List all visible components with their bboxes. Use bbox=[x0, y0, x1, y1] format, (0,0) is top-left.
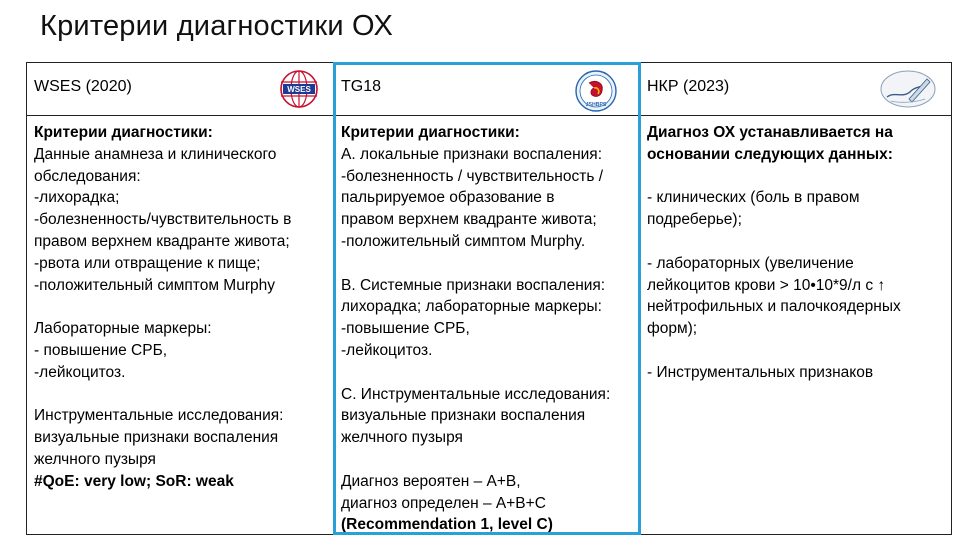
wses-globe-logo-icon bbox=[279, 69, 319, 109]
text-line: Данные анамнеза и клинического bbox=[34, 145, 277, 163]
text-line: правом верхнем квадранте живота; bbox=[341, 211, 597, 229]
column-body-tg18 bbox=[334, 116, 640, 536]
text-line: Лабораторные маркеры: bbox=[34, 320, 212, 338]
text-line: желчного пузыря bbox=[34, 450, 156, 468]
text-line: визуальные признаки воспаления bbox=[34, 429, 279, 447]
blank-line bbox=[341, 362, 633, 384]
text-line: обследования: bbox=[34, 167, 141, 185]
text-line: -лейкоцитоз. bbox=[341, 341, 433, 359]
blank-line bbox=[341, 449, 633, 471]
text-line: -положительный симптом Murphy. bbox=[341, 232, 586, 250]
text-line: - клинических (боль в правом bbox=[647, 189, 860, 207]
blank-line bbox=[34, 384, 326, 406]
text-line: пальрируемое образование в bbox=[341, 189, 555, 207]
text-line: -повышение СРБ, bbox=[341, 320, 470, 338]
blank-line bbox=[341, 253, 633, 275]
column-header-tg18 bbox=[334, 63, 640, 116]
text-line: (Recommendation 1, level C) bbox=[341, 516, 553, 534]
page-title: Критерии диагностики ОХ bbox=[40, 10, 393, 42]
text-line: -болезненность/чувствительность в bbox=[34, 211, 292, 229]
blank-line bbox=[647, 166, 944, 188]
column-tg18 bbox=[334, 63, 640, 534]
column-header-wses bbox=[27, 63, 333, 116]
text-line: - повышение СРБ, bbox=[34, 341, 168, 359]
blank-line bbox=[34, 296, 326, 318]
jshbps-logo-icon bbox=[574, 69, 618, 113]
text-line: нейтрофильных и палочкоядерных bbox=[647, 298, 901, 316]
text-line: -рвота или отвращение к пище; bbox=[34, 254, 261, 272]
column-body-wses bbox=[27, 116, 333, 493]
column-header-label: НКР (2023) bbox=[647, 78, 730, 95]
text-line: Диагноз ОХ устанавливается на bbox=[647, 124, 893, 141]
column-nkr bbox=[640, 63, 951, 534]
column-header-nkr bbox=[640, 63, 951, 116]
text-line: -болезненность / чувствительность / bbox=[341, 167, 604, 185]
text-line: - Инструментальных признаков bbox=[647, 363, 874, 381]
text-line: форм); bbox=[647, 320, 698, 338]
criteria-table bbox=[26, 62, 952, 535]
text-line: - лабораторных (увеличение bbox=[647, 254, 854, 272]
text-line: Критерии диагностики: bbox=[34, 124, 213, 141]
blank-line bbox=[647, 340, 944, 362]
text-line: Критерии диагностики: bbox=[341, 124, 520, 141]
text-line: -лихорадка; bbox=[34, 189, 120, 207]
nkr-handwriting-logo-icon bbox=[879, 69, 937, 109]
text-line: -положительный симптом Murphy bbox=[34, 276, 275, 294]
svg-text:WSES: WSES bbox=[287, 85, 311, 95]
text-line: диагноз определен – А+В+С bbox=[341, 494, 546, 512]
svg-text:JSHBPS: JSHBPS bbox=[585, 102, 607, 108]
column-header-label: TG18 bbox=[341, 78, 382, 95]
blank-line bbox=[647, 231, 944, 253]
column-wses bbox=[27, 63, 334, 534]
column-header-label: WSES (2020) bbox=[34, 78, 132, 95]
text-line: #QoE: very low; SoR: weak bbox=[34, 472, 234, 490]
text-line: основании следующих данных: bbox=[647, 145, 893, 163]
text-line: -лейкоцитоз. bbox=[34, 363, 126, 381]
text-line: С. Инструментальные исследования: bbox=[341, 385, 611, 403]
text-line: лихорадка; лабораторные маркеры: bbox=[341, 298, 602, 316]
column-body-nkr bbox=[640, 116, 951, 384]
text-line: подреберье); bbox=[647, 211, 742, 229]
text-line: визуальные признаки воспаления bbox=[341, 407, 586, 425]
text-line: правом верхнем квадранте живота; bbox=[34, 232, 290, 250]
text-line: желчного пузыря bbox=[341, 429, 463, 447]
text-line: Диагноз вероятен – А+В, bbox=[341, 472, 521, 490]
text-line: лейкоцитов крови > 10•10*9/л с ↑ bbox=[647, 276, 886, 294]
text-line: А. локальные признаки воспаления: bbox=[341, 145, 603, 163]
text-line: В. Системные признаки воспаления: bbox=[341, 276, 606, 294]
text-line: Инструментальные исследования: bbox=[34, 407, 284, 425]
